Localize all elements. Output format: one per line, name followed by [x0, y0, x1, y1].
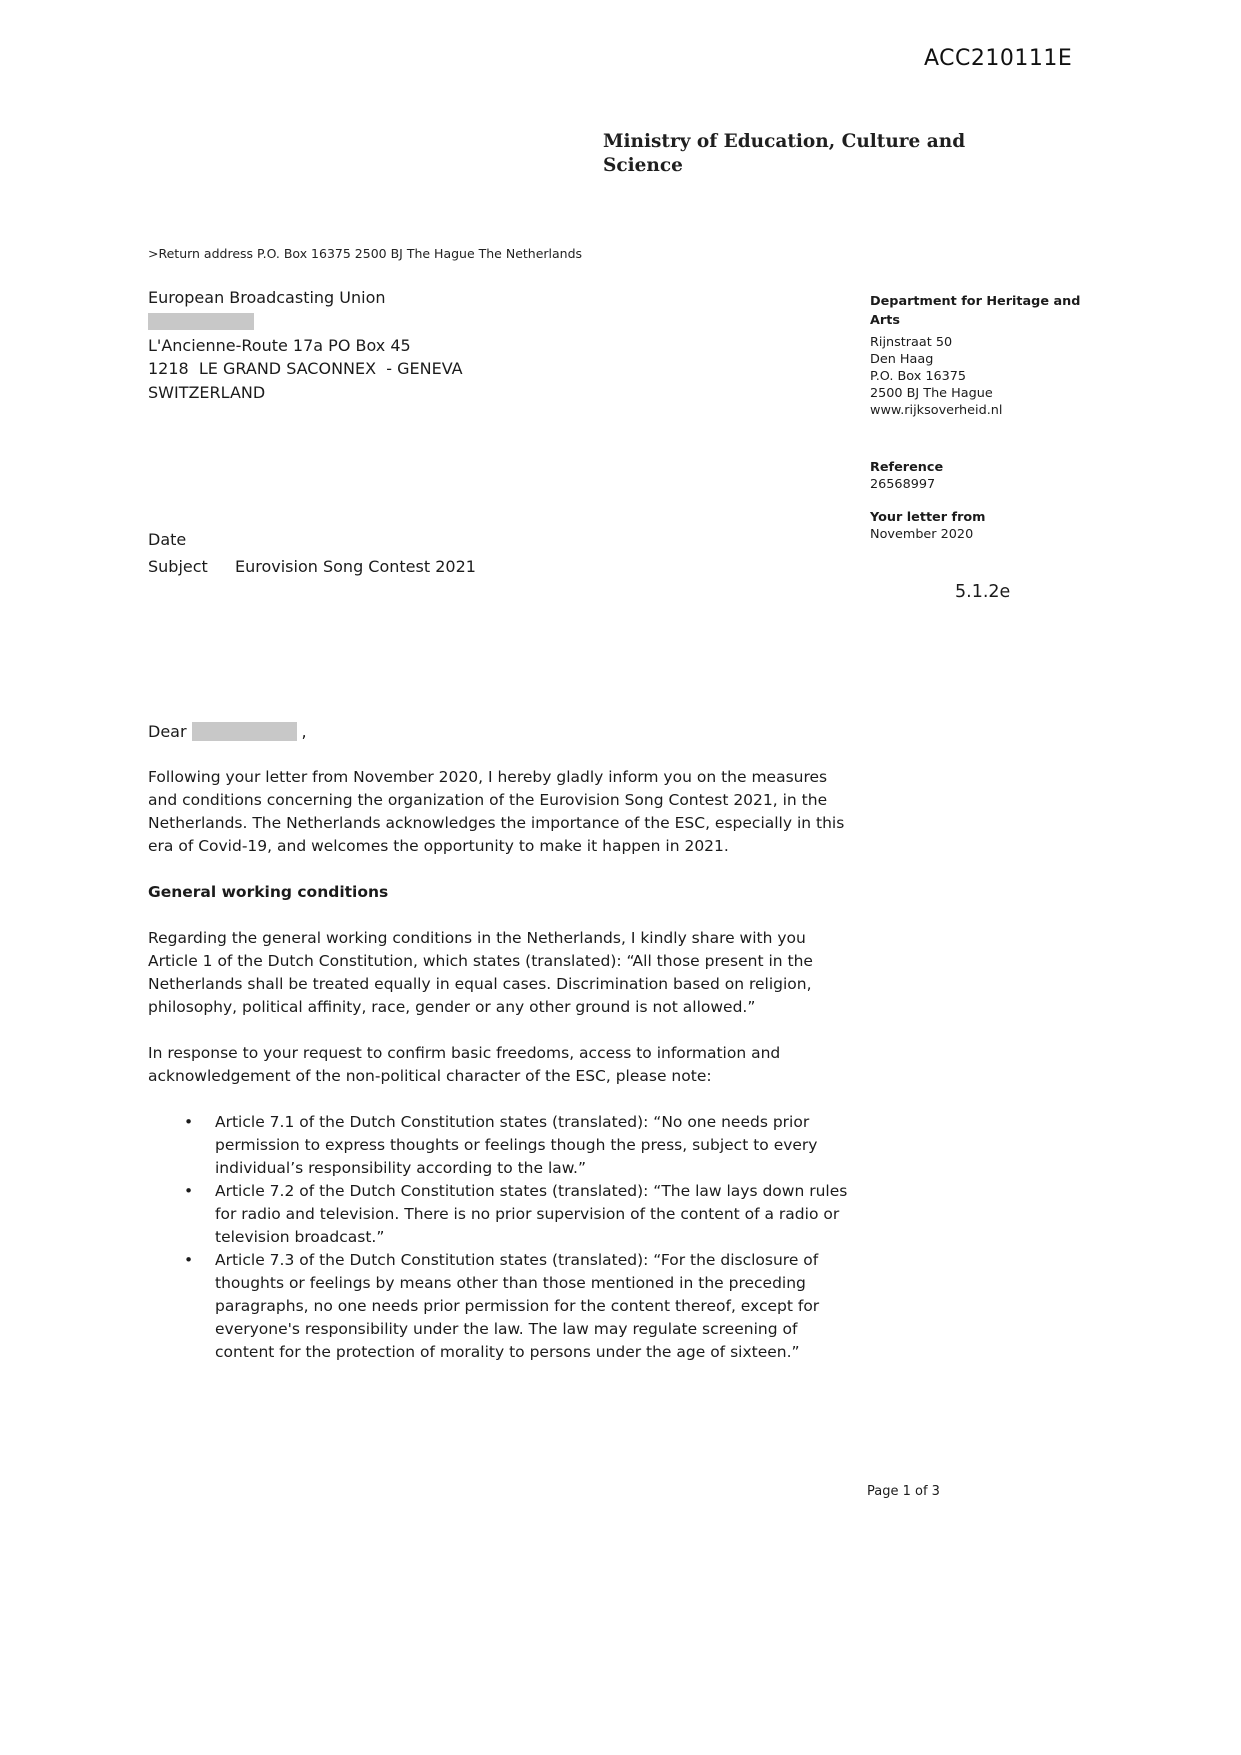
bullet-article-7-1: • Article 7.1 of the Dutch Constitution states (translated): “No one needs prior permission to express thoughts or feelings though the press, subject to every individual’s responsibility according to the law.”: [148, 1111, 848, 1180]
paragraph-request-response: In response to your request to confirm basic freedoms, access to information and acknowledgement of the non-political character of the ESC, please note:: [148, 1044, 786, 1085]
salutation-prefix: Dear: [148, 722, 187, 741]
page-number: Page 1 of 3: [867, 1484, 940, 1499]
ministry-logo-line2: Science: [603, 155, 683, 176]
reference-label: Reference: [870, 460, 944, 475]
sidebar-department-address: [870, 334, 1090, 419]
recipient-address-line1: L'Ancienne-Route 17a PO Box 45: [148, 335, 411, 355]
ministry-logo-wordmark: [603, 130, 965, 178]
your-letter-from-value: November 2020: [870, 527, 974, 542]
classification-code: 5.1.2e: [955, 582, 1011, 602]
sidebar-reference-block: [870, 459, 1090, 493]
salutation-suffix: ,: [301, 722, 307, 741]
subject-row: [148, 557, 476, 576]
constitution-articles-list: [148, 1111, 853, 1364]
return-address: >Return address P.O. Box 16375 2500 BJ The Hague The Netherlands: [148, 246, 583, 261]
sidebar-department-title: [870, 292, 1090, 330]
sidebar-department-block: [870, 292, 1090, 419]
letter-body: [148, 766, 853, 1364]
recipient-address-line2: 1218 LE GRAND SACONNEX - GENEVA: [148, 359, 463, 378]
sidebar-your-letter-block: [870, 509, 1090, 543]
subject-label: Subject: [148, 557, 208, 576]
recipient-address-line3: SWITZERLAND: [148, 382, 266, 402]
sidebar-address-line: Rijnstraat 50: [870, 335, 953, 350]
bullet-article-7-3: • Article 7.3 of the Dutch Constitution states (translated): “For the disclosure of thoughts or feelings by means other than those mentioned in the preceding paragraphs, no one needs prior permission for the content thereof, except for everyone's responsibility under the law. The law may regulate screening of content for the protection of morality to persons under the age of sixteen.”: [148, 1249, 848, 1364]
recipient-name: European Broadcasting Union: [148, 288, 386, 307]
sidebar-address-line: P.O. Box 16375: [870, 369, 967, 384]
sidebar-department-title-line1: Department for Heritage and: [870, 294, 1081, 309]
your-letter-from-label: Your letter from: [870, 510, 986, 525]
reference-value: 26568997: [870, 477, 936, 492]
section-heading-general-working-conditions: General working conditions: [148, 883, 389, 901]
date-label: Date: [148, 530, 187, 549]
document-code: ACC210111E: [924, 46, 1073, 71]
salutation-line: [148, 722, 307, 741]
subject-value: Eurovision Song Contest 2021: [235, 557, 476, 576]
sidebar-department-title-line2: Arts: [870, 313, 900, 328]
redaction-box-salutation: [192, 722, 297, 741]
bullet-article-7-2: • Article 7.2 of the Dutch Constitution states (translated): “The law lays down rules for radio and television. There is no prior supervision of the content of a radio or television broadcast.”: [148, 1180, 848, 1249]
paragraph-intro: Following your letter from November 2020, I hereby gladly inform you on the measures and conditions concerning the organization of the Eurovision Song Contest 2021, in the Netherlands. The Netherlands acknowledges the importance of the ESC, especially in this era of Covid-19, and welcomes the opportunity to make it happen in 2021.: [148, 768, 850, 855]
recipient-address-block: [148, 286, 463, 404]
paragraph-constitution-article1: Regarding the general working conditions in the Netherlands, I kindly share with you Article 1 of the Dutch Constitution, which states (translated): “All those present in the Netherlands shall be treated equally in equal cases. Discrimination based on religion, philosophy, political affinity, race, gender or any other ground is not allowed.”: [148, 929, 818, 1016]
redaction-box-recipient: [148, 313, 254, 330]
ministry-logo-line1: Ministry of Education, Culture and: [603, 131, 966, 152]
sidebar-website-text: www.rijksoverheid.nl: [870, 403, 1003, 418]
sidebar-address-line: Den Haag: [870, 352, 934, 367]
sidebar-address-line: 2500 BJ The Hague: [870, 386, 993, 401]
